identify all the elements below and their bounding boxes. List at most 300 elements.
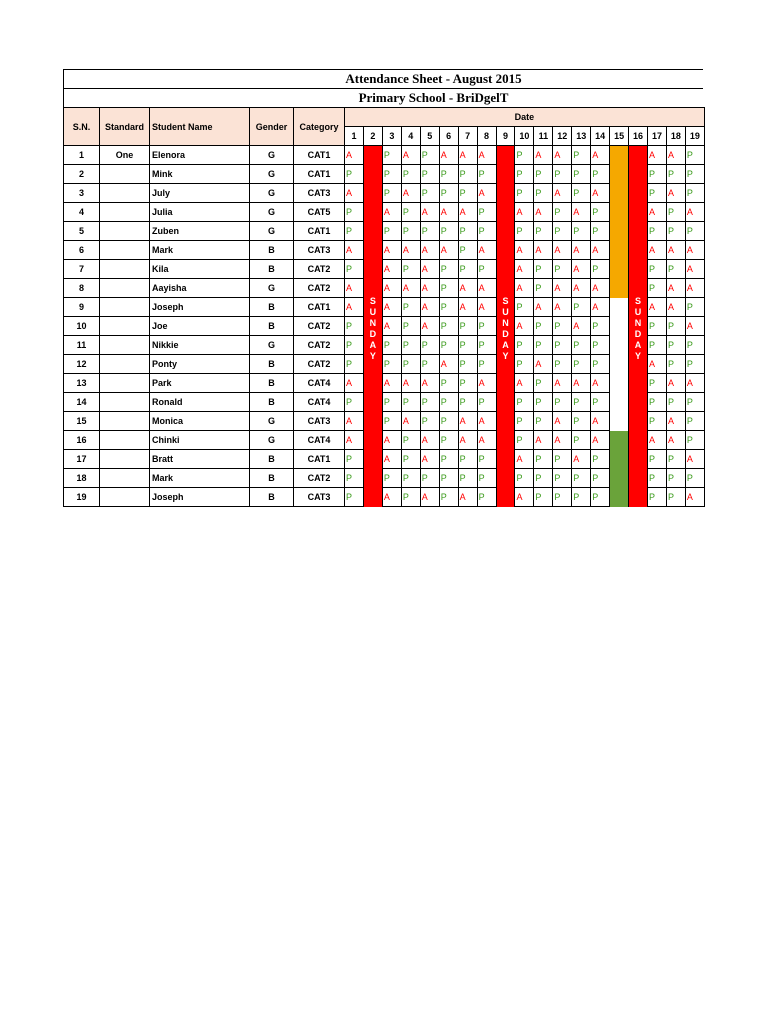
attendance-cell[interactable]: P xyxy=(648,184,667,203)
attendance-cell[interactable]: P xyxy=(685,393,704,412)
attendance-cell[interactable] xyxy=(610,336,629,355)
attendance-cell[interactable]: P xyxy=(515,469,534,488)
attendance-cell[interactable]: A xyxy=(666,241,685,260)
attendance-cell[interactable] xyxy=(610,488,629,507)
attendance-cell[interactable]: P xyxy=(458,260,477,279)
attendance-cell[interactable]: A xyxy=(458,146,477,165)
attendance-cell[interactable]: P xyxy=(591,203,610,222)
attendance-cell[interactable]: P xyxy=(648,469,667,488)
attendance-cell[interactable]: P xyxy=(439,184,458,203)
attendance-cell[interactable]: A xyxy=(685,260,704,279)
attendance-cell[interactable]: P xyxy=(382,336,401,355)
attendance-cell[interactable]: A xyxy=(572,317,591,336)
attendance-cell[interactable]: P xyxy=(382,393,401,412)
attendance-cell[interactable]: P xyxy=(553,469,572,488)
attendance-cell[interactable]: A xyxy=(648,241,667,260)
attendance-cell[interactable]: P xyxy=(515,222,534,241)
attendance-cell[interactable]: P xyxy=(534,393,553,412)
attendance-cell[interactable] xyxy=(610,317,629,336)
attendance-cell[interactable]: P xyxy=(572,393,591,412)
attendance-cell[interactable]: P xyxy=(591,260,610,279)
attendance-cell[interactable]: P xyxy=(439,298,458,317)
attendance-cell[interactable]: A xyxy=(345,184,364,203)
attendance-cell[interactable]: P xyxy=(534,336,553,355)
attendance-cell[interactable]: P xyxy=(401,298,420,317)
attendance-cell[interactable]: P xyxy=(685,298,704,317)
attendance-cell[interactable]: P xyxy=(685,431,704,450)
attendance-cell[interactable]: A xyxy=(345,298,364,317)
attendance-cell[interactable]: P xyxy=(572,355,591,374)
attendance-cell[interactable]: P xyxy=(382,146,401,165)
attendance-cell[interactable]: A xyxy=(477,146,496,165)
attendance-cell[interactable]: A xyxy=(401,184,420,203)
attendance-cell[interactable]: P xyxy=(553,317,572,336)
attendance-cell[interactable] xyxy=(610,469,629,488)
attendance-cell[interactable]: A xyxy=(420,374,439,393)
attendance-cell[interactable]: P xyxy=(553,450,572,469)
attendance-cell[interactable]: A xyxy=(401,412,420,431)
attendance-cell[interactable]: A xyxy=(553,431,572,450)
attendance-cell[interactable]: A xyxy=(685,241,704,260)
attendance-cell[interactable]: A xyxy=(648,146,667,165)
attendance-cell[interactable]: P xyxy=(553,203,572,222)
attendance-cell[interactable]: A xyxy=(439,355,458,374)
attendance-cell[interactable]: A xyxy=(382,317,401,336)
attendance-cell[interactable]: A xyxy=(439,146,458,165)
attendance-cell[interactable]: P xyxy=(515,298,534,317)
attendance-cell[interactable]: P xyxy=(685,469,704,488)
attendance-cell[interactable]: A xyxy=(591,146,610,165)
attendance-cell[interactable]: A xyxy=(401,146,420,165)
attendance-cell[interactable]: P xyxy=(477,450,496,469)
attendance-cell[interactable]: A xyxy=(591,241,610,260)
attendance-cell[interactable]: A xyxy=(572,374,591,393)
attendance-cell[interactable] xyxy=(610,355,629,374)
attendance-cell[interactable]: A xyxy=(382,431,401,450)
attendance-cell[interactable]: A xyxy=(458,298,477,317)
attendance-cell[interactable]: A xyxy=(382,488,401,507)
attendance-cell[interactable]: A xyxy=(685,488,704,507)
attendance-cell[interactable]: P xyxy=(439,393,458,412)
attendance-cell[interactable]: P xyxy=(401,203,420,222)
attendance-cell[interactable]: P xyxy=(572,336,591,355)
attendance-cell[interactable]: A xyxy=(382,203,401,222)
attendance-cell[interactable]: P xyxy=(401,488,420,507)
attendance-cell[interactable]: P xyxy=(439,431,458,450)
attendance-cell[interactable]: P xyxy=(439,336,458,355)
attendance-cell[interactable]: P xyxy=(648,393,667,412)
attendance-cell[interactable]: A xyxy=(420,317,439,336)
attendance-cell[interactable]: P xyxy=(685,412,704,431)
attendance-cell[interactable]: A xyxy=(420,241,439,260)
attendance-cell[interactable]: A xyxy=(477,241,496,260)
attendance-cell[interactable]: A xyxy=(382,298,401,317)
attendance-cell[interactable]: A xyxy=(515,374,534,393)
attendance-cell[interactable]: A xyxy=(572,203,591,222)
attendance-cell[interactable]: P xyxy=(515,336,534,355)
attendance-cell[interactable]: P xyxy=(477,355,496,374)
attendance-cell[interactable]: P xyxy=(345,317,364,336)
attendance-cell[interactable]: A xyxy=(458,412,477,431)
attendance-cell[interactable]: P xyxy=(572,412,591,431)
attendance-cell[interactable]: A xyxy=(648,298,667,317)
attendance-cell[interactable]: P xyxy=(534,469,553,488)
attendance-cell[interactable]: A xyxy=(666,298,685,317)
attendance-cell[interactable]: P xyxy=(345,165,364,184)
attendance-cell[interactable]: A xyxy=(345,241,364,260)
attendance-cell[interactable]: P xyxy=(685,355,704,374)
attendance-cell[interactable]: A xyxy=(591,412,610,431)
attendance-cell[interactable]: P xyxy=(458,184,477,203)
attendance-cell[interactable]: P xyxy=(345,393,364,412)
attendance-cell[interactable]: P xyxy=(477,165,496,184)
attendance-cell[interactable]: P xyxy=(401,431,420,450)
attendance-cell[interactable]: P xyxy=(515,184,534,203)
attendance-cell[interactable]: A xyxy=(572,241,591,260)
attendance-cell[interactable]: P xyxy=(648,412,667,431)
attendance-cell[interactable]: P xyxy=(534,374,553,393)
attendance-cell[interactable]: P xyxy=(401,469,420,488)
attendance-cell[interactable]: P xyxy=(648,450,667,469)
attendance-cell[interactable]: P xyxy=(534,184,553,203)
attendance-cell[interactable]: P xyxy=(553,222,572,241)
attendance-cell[interactable]: P xyxy=(666,203,685,222)
attendance-cell[interactable]: A xyxy=(382,241,401,260)
attendance-cell[interactable]: P xyxy=(401,450,420,469)
attendance-cell[interactable]: P xyxy=(458,393,477,412)
attendance-cell[interactable]: P xyxy=(439,222,458,241)
attendance-cell[interactable]: A xyxy=(572,279,591,298)
attendance-cell[interactable]: A xyxy=(345,279,364,298)
attendance-cell[interactable]: P xyxy=(420,412,439,431)
attendance-cell[interactable]: P xyxy=(553,165,572,184)
attendance-cell[interactable]: A xyxy=(685,374,704,393)
attendance-cell[interactable] xyxy=(610,412,629,431)
attendance-cell[interactable]: P xyxy=(382,469,401,488)
attendance-cell[interactable]: P xyxy=(345,260,364,279)
attendance-cell[interactable]: P xyxy=(572,184,591,203)
attendance-cell[interactable]: P xyxy=(572,298,591,317)
attendance-cell[interactable]: P xyxy=(648,260,667,279)
attendance-cell[interactable]: A xyxy=(382,260,401,279)
attendance-cell[interactable] xyxy=(610,241,629,260)
attendance-cell[interactable]: P xyxy=(401,317,420,336)
attendance-cell[interactable]: A xyxy=(477,431,496,450)
attendance-cell[interactable]: A xyxy=(534,355,553,374)
attendance-cell[interactable]: P xyxy=(591,317,610,336)
attendance-cell[interactable]: A xyxy=(666,431,685,450)
attendance-cell[interactable] xyxy=(610,279,629,298)
attendance-cell[interactable]: P xyxy=(591,450,610,469)
attendance-cell[interactable]: A xyxy=(534,241,553,260)
attendance-cell[interactable]: A xyxy=(685,279,704,298)
attendance-cell[interactable]: P xyxy=(477,222,496,241)
attendance-cell[interactable]: P xyxy=(458,355,477,374)
attendance-cell[interactable]: A xyxy=(477,298,496,317)
attendance-cell[interactable] xyxy=(610,431,629,450)
attendance-cell[interactable]: A xyxy=(591,374,610,393)
attendance-cell[interactable]: P xyxy=(534,279,553,298)
attendance-cell[interactable]: A xyxy=(515,203,534,222)
attendance-cell[interactable]: A xyxy=(666,184,685,203)
attendance-cell[interactable]: A xyxy=(345,146,364,165)
attendance-cell[interactable]: P xyxy=(382,222,401,241)
attendance-cell[interactable]: A xyxy=(477,412,496,431)
attendance-cell[interactable]: P xyxy=(648,165,667,184)
attendance-cell[interactable]: P xyxy=(382,355,401,374)
attendance-cell[interactable]: A xyxy=(458,203,477,222)
attendance-cell[interactable]: A xyxy=(515,279,534,298)
attendance-cell[interactable]: A xyxy=(591,431,610,450)
attendance-cell[interactable]: A xyxy=(382,279,401,298)
attendance-cell[interactable]: A xyxy=(439,203,458,222)
attendance-cell[interactable]: P xyxy=(515,393,534,412)
attendance-cell[interactable]: P xyxy=(439,279,458,298)
attendance-cell[interactable]: P xyxy=(420,222,439,241)
attendance-cell[interactable]: P xyxy=(534,317,553,336)
attendance-cell[interactable]: P xyxy=(345,222,364,241)
attendance-cell[interactable]: A xyxy=(401,279,420,298)
attendance-cell[interactable]: A xyxy=(553,298,572,317)
attendance-cell[interactable]: A xyxy=(458,431,477,450)
attendance-cell[interactable]: P xyxy=(439,317,458,336)
attendance-cell[interactable] xyxy=(610,146,629,165)
attendance-cell[interactable] xyxy=(610,374,629,393)
attendance-cell[interactable] xyxy=(610,298,629,317)
attendance-cell[interactable]: P xyxy=(458,336,477,355)
attendance-cell[interactable]: P xyxy=(420,184,439,203)
attendance-cell[interactable]: P xyxy=(572,469,591,488)
attendance-cell[interactable]: A xyxy=(553,412,572,431)
attendance-cell[interactable] xyxy=(610,222,629,241)
attendance-cell[interactable]: P xyxy=(515,165,534,184)
attendance-cell[interactable]: P xyxy=(666,450,685,469)
attendance-cell[interactable]: P xyxy=(515,146,534,165)
attendance-cell[interactable]: P xyxy=(648,279,667,298)
attendance-cell[interactable]: P xyxy=(477,469,496,488)
attendance-cell[interactable] xyxy=(610,184,629,203)
attendance-cell[interactable]: P xyxy=(345,203,364,222)
attendance-cell[interactable]: P xyxy=(515,431,534,450)
attendance-cell[interactable]: P xyxy=(401,222,420,241)
attendance-cell[interactable]: A xyxy=(420,279,439,298)
attendance-cell[interactable] xyxy=(610,450,629,469)
attendance-cell[interactable]: A xyxy=(685,450,704,469)
attendance-cell[interactable]: P xyxy=(477,393,496,412)
attendance-cell[interactable]: A xyxy=(477,374,496,393)
attendance-cell[interactable]: A xyxy=(345,374,364,393)
attendance-cell[interactable]: P xyxy=(553,336,572,355)
attendance-cell[interactable]: P xyxy=(666,488,685,507)
attendance-cell[interactable]: P xyxy=(685,184,704,203)
attendance-cell[interactable]: P xyxy=(345,469,364,488)
attendance-cell[interactable]: P xyxy=(439,165,458,184)
attendance-cell[interactable]: A xyxy=(515,241,534,260)
attendance-cell[interactable]: A xyxy=(458,488,477,507)
attendance-cell[interactable]: P xyxy=(534,222,553,241)
attendance-cell[interactable]: A xyxy=(534,203,553,222)
attendance-cell[interactable]: P xyxy=(420,165,439,184)
attendance-cell[interactable]: A xyxy=(572,260,591,279)
attendance-cell[interactable]: P xyxy=(553,393,572,412)
attendance-cell[interactable]: P xyxy=(591,165,610,184)
attendance-cell[interactable]: A xyxy=(345,412,364,431)
attendance-cell[interactable]: P xyxy=(345,450,364,469)
attendance-cell[interactable]: P xyxy=(648,317,667,336)
attendance-cell[interactable]: A xyxy=(420,431,439,450)
attendance-cell[interactable]: P xyxy=(534,450,553,469)
attendance-cell[interactable]: P xyxy=(591,469,610,488)
attendance-cell[interactable]: P xyxy=(666,393,685,412)
attendance-cell[interactable]: A xyxy=(515,450,534,469)
attendance-cell[interactable]: P xyxy=(648,336,667,355)
attendance-cell[interactable]: P xyxy=(458,469,477,488)
attendance-cell[interactable]: A xyxy=(648,355,667,374)
attendance-cell[interactable]: A xyxy=(345,431,364,450)
attendance-cell[interactable]: P xyxy=(591,222,610,241)
attendance-cell[interactable]: P xyxy=(401,260,420,279)
attendance-cell[interactable]: P xyxy=(477,317,496,336)
attendance-cell[interactable]: P xyxy=(420,393,439,412)
attendance-cell[interactable]: A xyxy=(534,146,553,165)
attendance-cell[interactable]: P xyxy=(572,222,591,241)
attendance-cell[interactable]: P xyxy=(458,450,477,469)
attendance-cell[interactable]: P xyxy=(666,165,685,184)
attendance-cell[interactable]: P xyxy=(534,412,553,431)
attendance-cell[interactable]: A xyxy=(553,184,572,203)
attendance-cell[interactable]: P xyxy=(458,374,477,393)
attendance-cell[interactable]: P xyxy=(477,260,496,279)
attendance-cell[interactable]: P xyxy=(401,165,420,184)
attendance-cell[interactable]: A xyxy=(420,203,439,222)
attendance-cell[interactable]: A xyxy=(553,146,572,165)
attendance-cell[interactable]: P xyxy=(420,146,439,165)
attendance-cell[interactable]: P xyxy=(345,336,364,355)
attendance-cell[interactable]: A xyxy=(401,374,420,393)
attendance-cell[interactable]: P xyxy=(553,488,572,507)
attendance-cell[interactable]: A xyxy=(534,298,553,317)
attendance-cell[interactable]: P xyxy=(458,165,477,184)
attendance-cell[interactable]: A xyxy=(420,298,439,317)
attendance-cell[interactable]: P xyxy=(458,241,477,260)
attendance-cell[interactable]: P xyxy=(648,222,667,241)
attendance-cell[interactable] xyxy=(610,165,629,184)
attendance-cell[interactable]: P xyxy=(401,393,420,412)
attendance-cell[interactable]: A xyxy=(666,374,685,393)
attendance-cell[interactable]: P xyxy=(534,165,553,184)
attendance-cell[interactable]: P xyxy=(515,412,534,431)
attendance-cell[interactable]: P xyxy=(666,336,685,355)
attendance-cell[interactable]: A xyxy=(591,184,610,203)
attendance-cell[interactable]: P xyxy=(666,355,685,374)
attendance-cell[interactable]: A xyxy=(553,241,572,260)
attendance-cell[interactable]: P xyxy=(591,488,610,507)
attendance-cell[interactable]: P xyxy=(458,317,477,336)
attendance-cell[interactable]: P xyxy=(401,355,420,374)
attendance-cell[interactable]: A xyxy=(591,279,610,298)
attendance-cell[interactable]: A xyxy=(458,279,477,298)
attendance-cell[interactable]: P xyxy=(420,336,439,355)
attendance-cell[interactable]: P xyxy=(420,355,439,374)
attendance-cell[interactable]: P xyxy=(382,165,401,184)
attendance-cell[interactable]: A xyxy=(591,298,610,317)
attendance-cell[interactable]: A xyxy=(477,184,496,203)
attendance-cell[interactable]: P xyxy=(439,450,458,469)
attendance-cell[interactable]: A xyxy=(553,279,572,298)
attendance-cell[interactable]: A xyxy=(666,412,685,431)
attendance-cell[interactable]: P xyxy=(648,374,667,393)
attendance-cell[interactable]: P xyxy=(572,488,591,507)
attendance-cell[interactable]: A xyxy=(401,241,420,260)
attendance-cell[interactable]: A xyxy=(477,279,496,298)
attendance-cell[interactable]: P xyxy=(666,317,685,336)
attendance-cell[interactable]: P xyxy=(572,146,591,165)
attendance-cell[interactable]: P xyxy=(685,222,704,241)
attendance-cell[interactable]: A xyxy=(515,317,534,336)
attendance-cell[interactable]: P xyxy=(572,165,591,184)
attendance-cell[interactable]: P xyxy=(345,355,364,374)
attendance-cell[interactable]: P xyxy=(534,488,553,507)
attendance-cell[interactable]: P xyxy=(648,488,667,507)
attendance-cell[interactable]: P xyxy=(685,336,704,355)
attendance-cell[interactable] xyxy=(610,393,629,412)
attendance-cell[interactable]: P xyxy=(477,203,496,222)
attendance-cell[interactable]: A xyxy=(420,488,439,507)
attendance-cell[interactable]: P xyxy=(439,412,458,431)
attendance-cell[interactable]: P xyxy=(666,260,685,279)
attendance-cell[interactable]: A xyxy=(515,260,534,279)
attendance-cell[interactable]: P xyxy=(685,146,704,165)
attendance-cell[interactable]: P xyxy=(685,165,704,184)
attendance-cell[interactable]: A xyxy=(515,488,534,507)
attendance-cell[interactable]: A xyxy=(666,279,685,298)
attendance-cell[interactable]: P xyxy=(401,336,420,355)
attendance-cell[interactable] xyxy=(610,203,629,222)
attendance-cell[interactable]: P xyxy=(553,260,572,279)
attendance-cell[interactable]: P xyxy=(477,488,496,507)
attendance-cell[interactable]: P xyxy=(666,222,685,241)
attendance-cell[interactable]: P xyxy=(591,336,610,355)
attendance-cell[interactable]: P xyxy=(591,393,610,412)
attendance-cell[interactable]: P xyxy=(534,260,553,279)
attendance-cell[interactable]: A xyxy=(420,450,439,469)
attendance-cell[interactable]: P xyxy=(382,184,401,203)
attendance-cell[interactable]: A xyxy=(420,260,439,279)
attendance-cell[interactable]: A xyxy=(666,146,685,165)
attendance-cell[interactable]: P xyxy=(439,488,458,507)
attendance-cell[interactable]: A xyxy=(382,450,401,469)
attendance-cell[interactable]: P xyxy=(553,355,572,374)
attendance-cell[interactable]: P xyxy=(420,469,439,488)
attendance-cell[interactable]: A xyxy=(648,431,667,450)
attendance-cell[interactable]: P xyxy=(439,469,458,488)
attendance-cell[interactable]: A xyxy=(439,241,458,260)
attendance-cell[interactable]: P xyxy=(439,260,458,279)
attendance-cell[interactable]: A xyxy=(685,317,704,336)
attendance-cell[interactable]: P xyxy=(477,336,496,355)
attendance-cell[interactable]: P xyxy=(591,355,610,374)
attendance-cell[interactable]: A xyxy=(553,374,572,393)
attendance-cell[interactable]: P xyxy=(666,469,685,488)
attendance-cell[interactable]: P xyxy=(572,431,591,450)
attendance-cell[interactable]: A xyxy=(382,374,401,393)
attendance-cell[interactable]: P xyxy=(382,412,401,431)
attendance-cell[interactable]: P xyxy=(515,355,534,374)
attendance-cell[interactable]: P xyxy=(345,488,364,507)
attendance-cell[interactable]: P xyxy=(458,222,477,241)
attendance-cell[interactable] xyxy=(610,260,629,279)
attendance-cell[interactable]: P xyxy=(439,374,458,393)
